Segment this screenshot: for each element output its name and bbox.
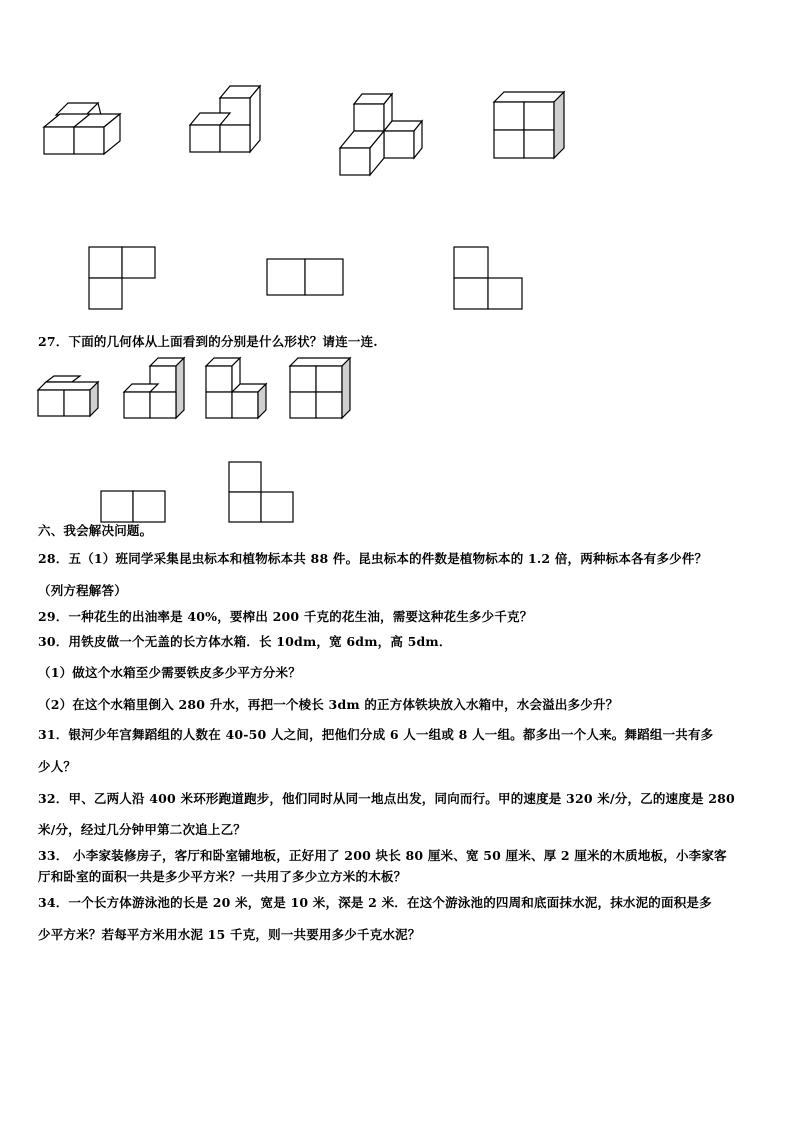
question-28-line-2: （列方程解答） xyxy=(38,583,127,598)
solid-figure-b xyxy=(188,82,264,156)
question-28-line-1: 28．五（1）班同学采集昆虫标本和植物标本共 88 件。昆虫标本的件数是植物标本的 1.2 倍，两种标本各有多少件？ xyxy=(38,551,708,566)
question-31-line-1: 31．银河少年宫舞蹈组的人数在 40-50 人之间，把他们分成 6 人一组或 8 人一组。都多出一个人来。舞蹈组一共有多 xyxy=(38,727,714,742)
section-6-heading: 六、我会解决问题。 xyxy=(38,523,153,538)
solid-figure-a xyxy=(42,100,124,156)
question-31-line-2: 少人？ xyxy=(38,759,77,774)
view-l-mirror-shape xyxy=(453,246,525,312)
question-27: 27．下面的几何体从上面看到的分别是什么形状？请连一连. xyxy=(38,334,378,349)
solid-figure-d xyxy=(492,90,568,162)
solid-figure-h xyxy=(288,356,354,420)
question-33-line-2: 厅和卧室的面积一共是多少平方米？一共用了多少立方米的木板？ xyxy=(38,869,407,884)
view-two-squares-q27 xyxy=(100,490,168,526)
question-32-line-2: 米/分，经过几分钟甲第二次追上乙？ xyxy=(38,822,246,837)
solid-figure-f xyxy=(122,356,186,420)
solid-figure-c xyxy=(338,92,424,178)
question-33-line-1: 33． 小李家装修房子，客厅和卧室铺地板，正好用了 200 块长 80 厘米、宽 50 厘米、厚 2 厘米的木质地板，小李家客 xyxy=(38,848,727,863)
question-32-line-1: 32．甲、乙两人沿 400 米环形跑道跑步，他们同时从同一地点出发，同向而行。甲的速度是 320 米/分，乙的速度是 280 xyxy=(38,791,735,806)
view-two-squares xyxy=(266,258,346,298)
question-34-line-2: 少平方米？若每平方米用水泥 15 千克，则一共要用多少千克水泥？ xyxy=(38,927,421,942)
question-29: 29．一种花生的出油率是 40%，要榨出 200 千克的花生油，需要这种花生多少千克？ xyxy=(38,609,533,624)
solid-figure-g xyxy=(204,356,270,420)
view-l-shape xyxy=(88,246,158,312)
question-34-line-1: 34．一个长方体游泳池的长是 20 米，宽是 10 米，深是 2 米．在这个游泳池的四周和底面抹水泥，抹水泥的面积是多 xyxy=(38,895,712,910)
question-30-part-1: （1）做这个水箱至少需要铁皮多少平方分米？ xyxy=(38,665,301,680)
question-30: 30．用铁皮做一个无盖的长方体水箱．长 10dm，宽 6dm，高 5dm． xyxy=(38,634,452,649)
solid-figure-e xyxy=(36,374,102,420)
question-30-part-2: （2）在这个水箱里倒入 280 升水，再把一个棱长 3dm 的正方体铁块放入水箱中，水会溢出多少升？ xyxy=(38,697,619,712)
view-t-shape xyxy=(228,461,296,525)
